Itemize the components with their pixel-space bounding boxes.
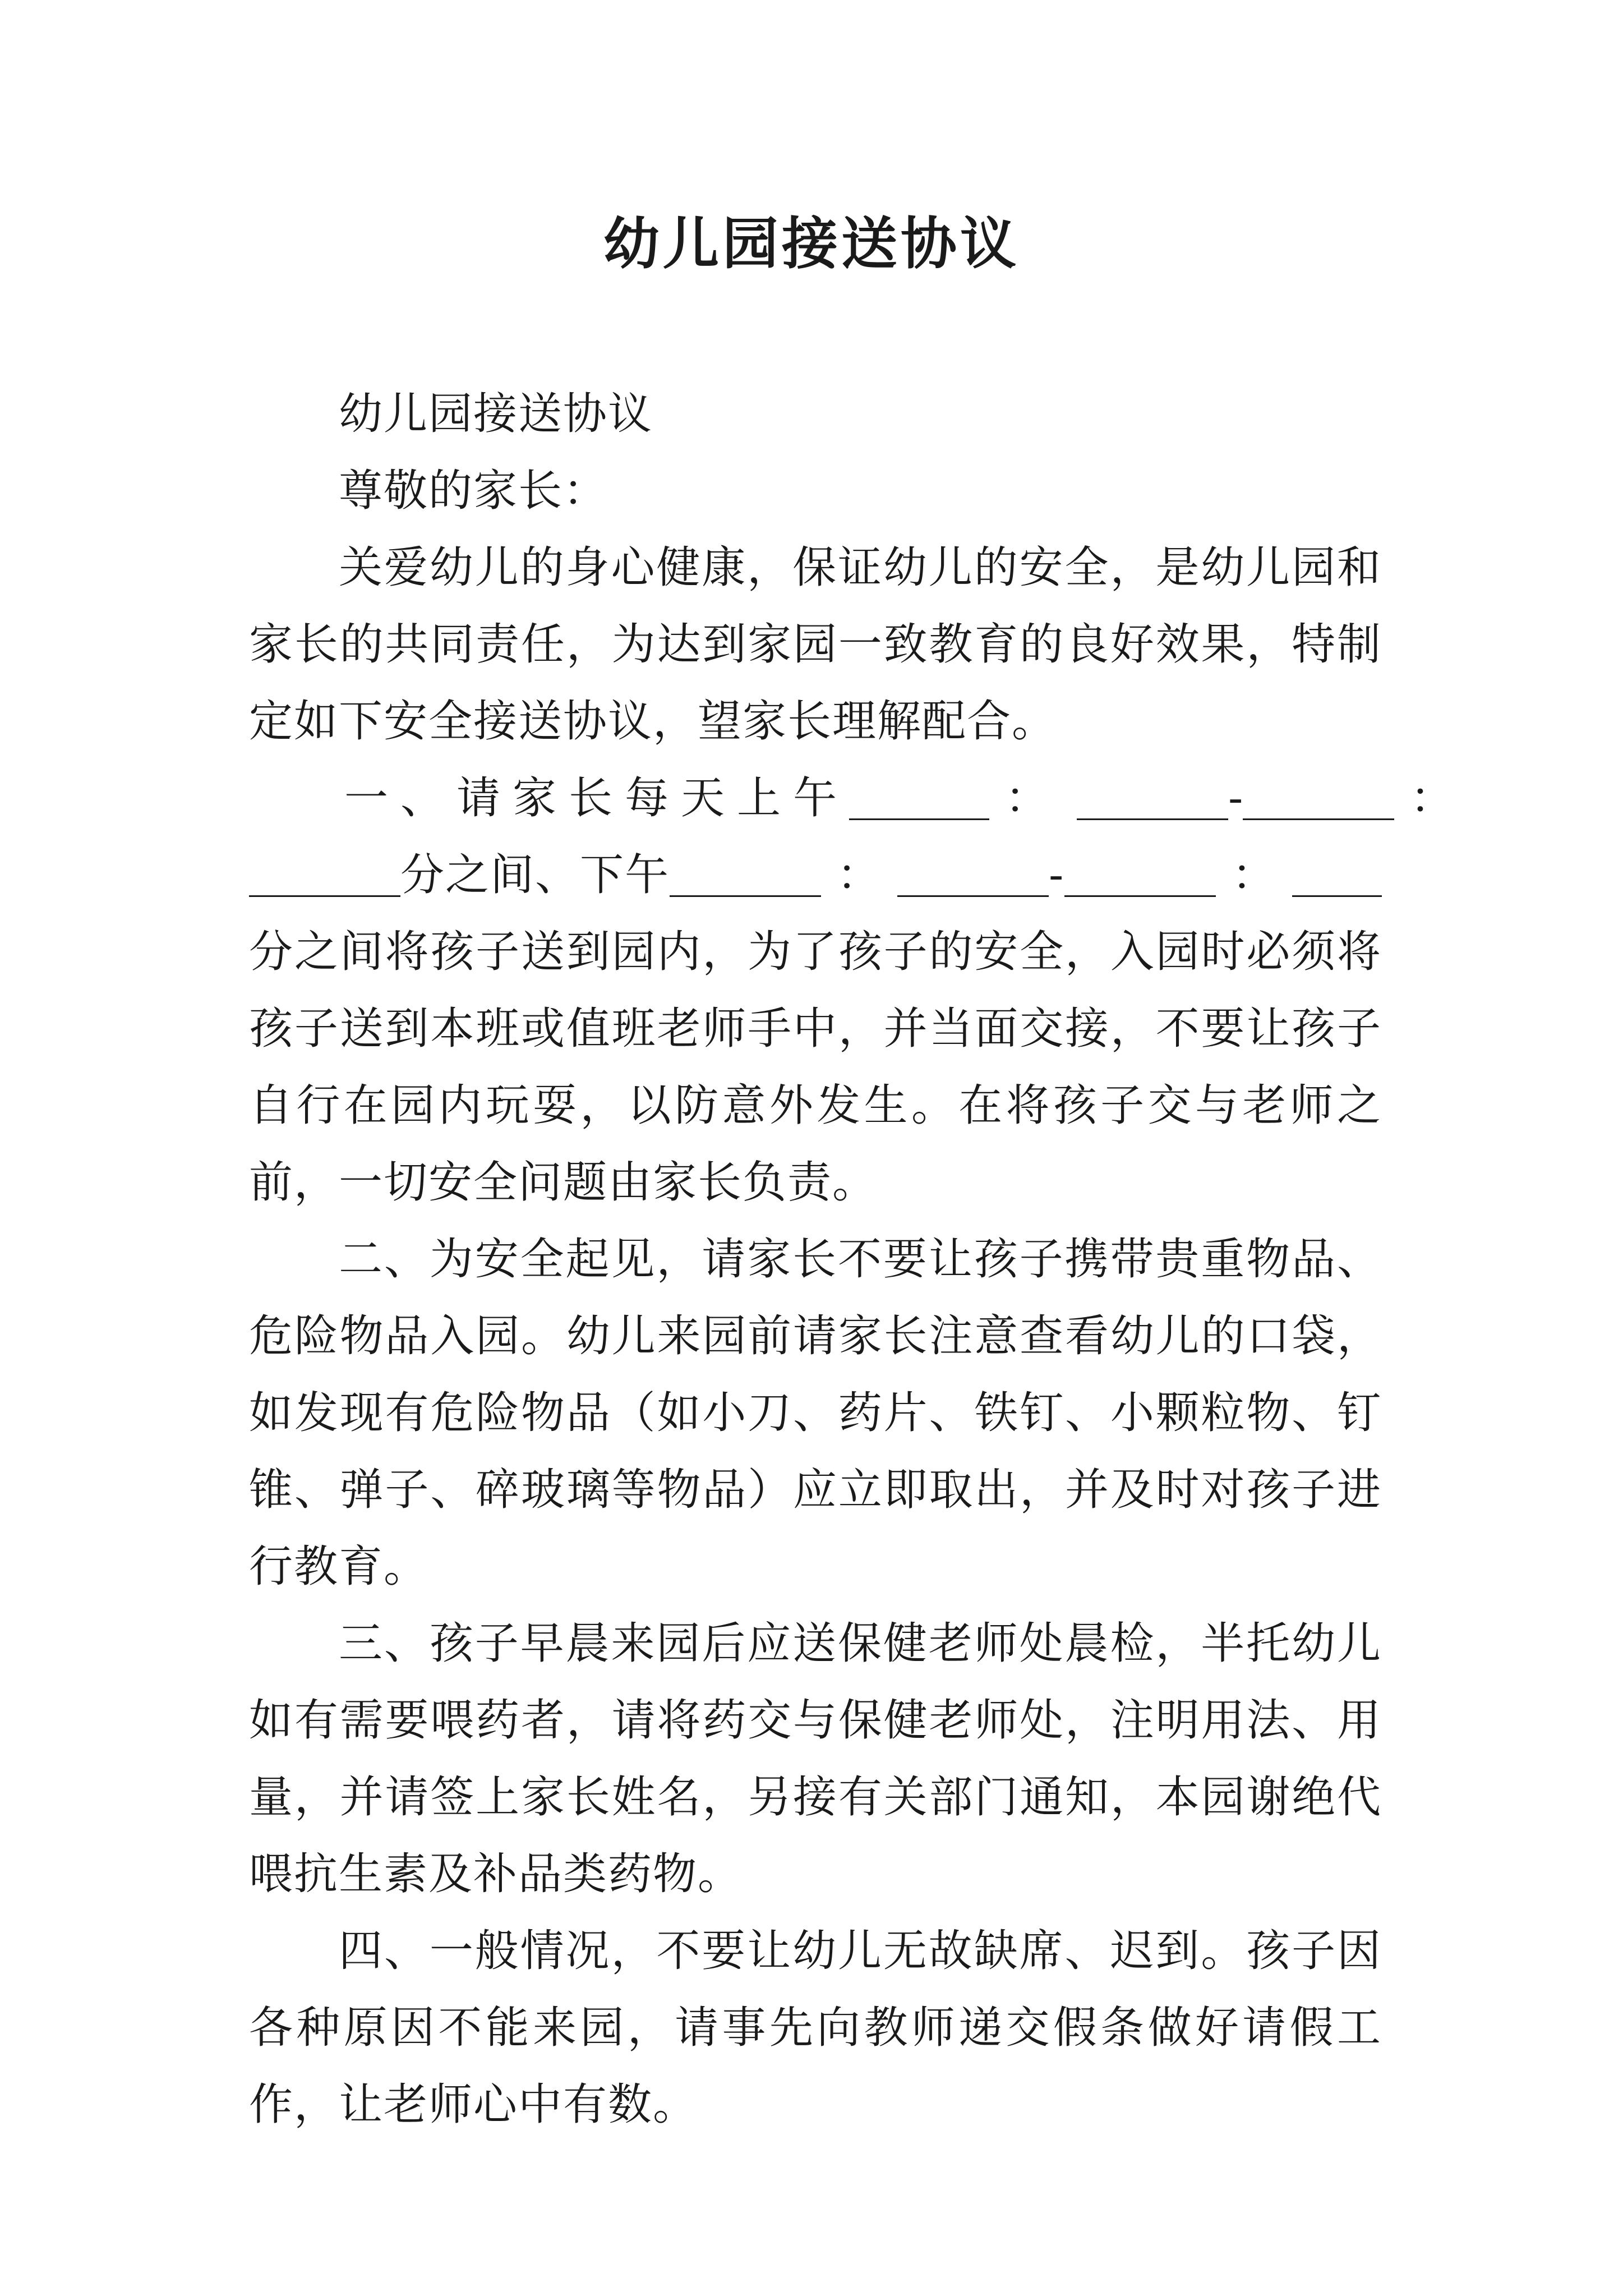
colon-3: ： <box>837 850 882 900</box>
document-title: 幼儿园接送协议 <box>603 211 1020 277</box>
morning-end-minute-blank[interactable] <box>249 856 400 897</box>
item3-paragraph: 三、孩子早晨来园后应送保健老师处晨检，半托幼儿如有需要喂药者，请将药交与保健老师处，注明用法、用量，并请签上家长姓名，另接有关部门通知，本园谢绝代喂抗生素及补品类药物。 <box>249 1618 1382 1899</box>
item2-paragraph: 二、为安全起见，请家长不要让孩子携带贵重物品、危险物品入园。幼儿来园前请家长注意查看幼儿的口袋，如发现有危险物品（如小刀、药片、铁钉、小颗粒物、钉锥、弹子、碎玻璃等物品）应立即取出，并及时对孩子进行教育。 <box>249 1234 1382 1592</box>
item1-time-row-afternoon <box>249 837 1382 914</box>
item1-mid: 分之间、下午 <box>400 850 670 900</box>
item1-time-row-morning <box>249 760 1467 837</box>
afternoon-start-hour-blank[interactable] <box>670 856 821 897</box>
dash-1: - <box>1228 773 1243 823</box>
morning-end-hour-blank[interactable] <box>1243 779 1394 820</box>
subtitle-line: 幼儿园接送协议 <box>339 389 653 439</box>
greeting-line: 尊敬的家长： <box>339 466 608 516</box>
morning-start-minute-blank[interactable] <box>1077 779 1228 820</box>
item1-prefix: 一、请家长每天上午 <box>344 773 850 823</box>
item4-paragraph: 四、一般情况，不要让幼儿无故缺席、迟到。孩子因各种原因不能来园，请事先向教师递交假条做好请假工作，让老师心中有数。 <box>249 1926 1382 2130</box>
colon-2: ： <box>1410 773 1467 823</box>
item1-rest-paragraph: 分之间将孩子送到园内，为了孩子的安全，入园时必须将孩子送到本班或值班老师手中，并当面交接，不要让孩子自行在园内玩耍，以防意外发生。在将孩子交与老师之前，一切安全问题由家长负责。 <box>249 927 1382 1208</box>
document-body <box>249 376 1467 2143</box>
afternoon-end-minute-blank[interactable] <box>1292 856 1382 897</box>
colon-1: ： <box>1005 773 1062 823</box>
intro-paragraph: 关爱幼儿的身心健康，保证幼儿的安全，是幼儿园和家长的共同责任，为达到家园一致教育的良好效果，特制定如下安全接送协议，望家长理解配合。 <box>249 542 1382 747</box>
afternoon-start-minute-blank[interactable] <box>897 856 1049 897</box>
colon-4: ： <box>1232 850 1277 900</box>
afternoon-end-hour-blank[interactable] <box>1064 856 1216 897</box>
dash-2: - <box>1049 850 1065 900</box>
morning-start-hour-blank[interactable] <box>849 779 989 820</box>
